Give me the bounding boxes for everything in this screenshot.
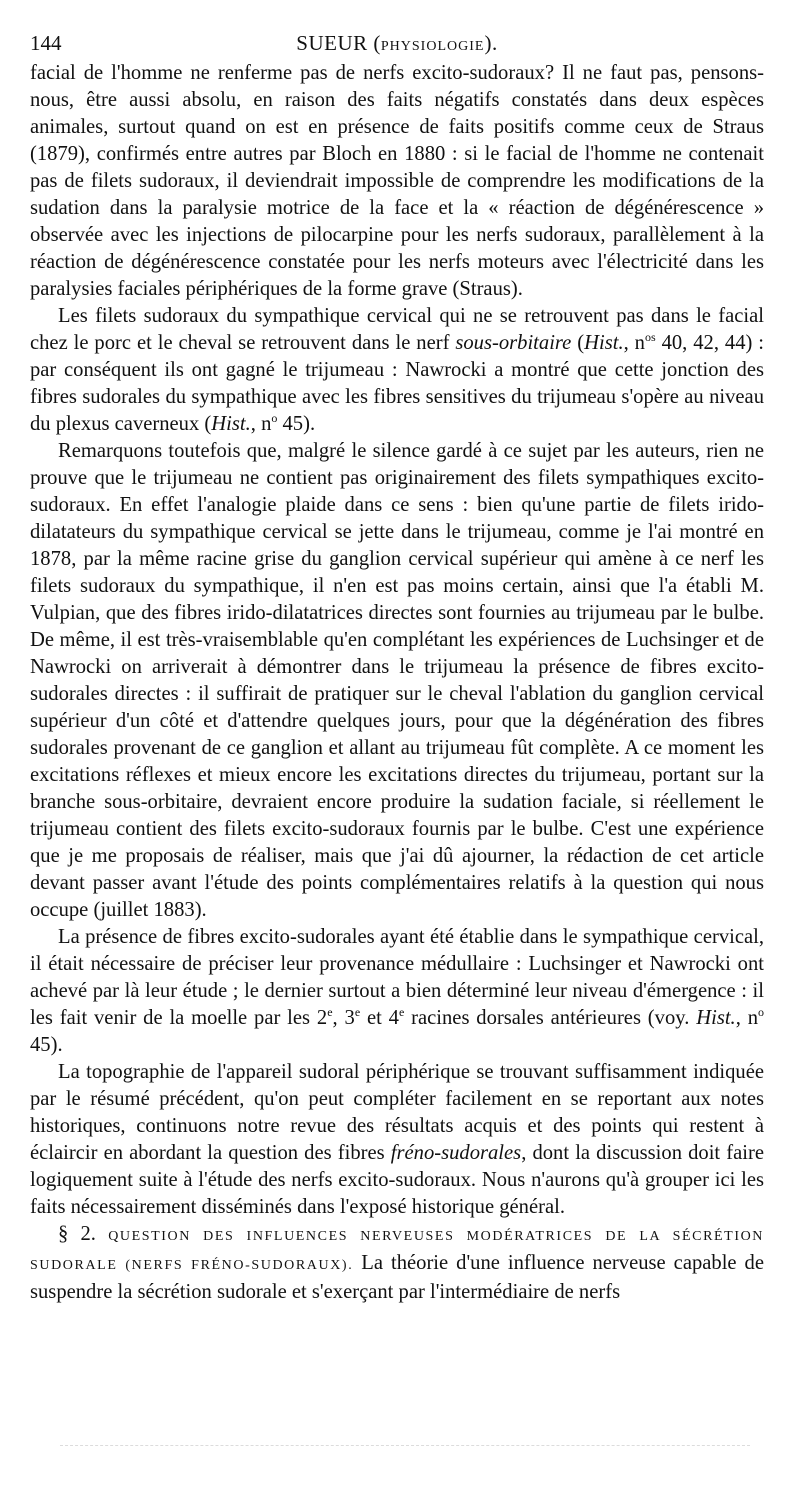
p4-sup-o: o [758, 1005, 764, 1020]
running-header [30, 28, 764, 58]
p2-sup-o: o [271, 411, 278, 426]
p2-text-b: ( [571, 332, 585, 354]
page-number: 144 [30, 31, 62, 55]
p2-italic-hist-2: Hist. [211, 413, 251, 435]
p4-text-c: et 4 [360, 1007, 399, 1029]
section-mark: § 2. [58, 1223, 96, 1245]
p4-sup-1: e [327, 1005, 333, 1020]
page [30, 28, 764, 1306]
p2-italic-hist-1: Hist. [584, 332, 624, 354]
p5-text-a: La topographie de l'appareil sudoral périphérique se trouvant suffisamment indiquée par le résumé précédent, qu'on peut compléter facilement en se reportant aux notes historiques, continuons notre revue des résultats acquis et des points qui restent à éclaircir en abordant la question des fibres [30, 1061, 764, 1164]
p5-text-b: , dont la discussion doit faire logiquement suite à l'étude des nerfs excito-sudoraux. Nous n'aurons qu'à grouper ici les faits nécessairement disséminés dans l'exposé historique général. [30, 1142, 764, 1218]
body-text [30, 60, 764, 1306]
p4-text-a: La présence de fibres excito-sudorales ayant été établie dans le sympathique cervical, il était nécessaire de préciser leur provenance médullaire : Luchsinger et Nawrocki ont achevé par là leur étude ; le dernier surtout a bien déterminé leur niveau d'émergence : il les fait venir de la moelle par les 2 [30, 926, 764, 1029]
p4-text-e: , n [735, 1007, 758, 1029]
bleed-through-line [60, 1445, 750, 1448]
section-heading: QUESTION DES INFLUENCES NERVEUSES MODÉRATRICES DE LA SÉCRÉTION SUDORALE (NERFS FRÉNO-SUDORAUX). [30, 1229, 765, 1273]
paragraph-5 [30, 1059, 764, 1221]
p2-text-a: Les filets sudoraux du sympathique cervical qui ne se retrouvent pas dans le facial chez le porc et le cheval se retrouvent dans le nerf [30, 305, 764, 354]
running-title-small-caps: PHYSIOLOGIE [380, 39, 485, 54]
p4-sup-3: e [398, 1005, 405, 1020]
p2-italic-sous-orbitaire: sous-orbitaire [455, 332, 572, 354]
p2-sup-os: os [644, 330, 656, 345]
p4-text-d: racines dorsales antérieures (voy. [404, 1007, 697, 1029]
p2-text-e: , n [250, 413, 272, 435]
running-title [30, 28, 764, 62]
running-title-end: ). [484, 31, 498, 55]
p5-italic-freno-sudorales: fréno-sudorales [390, 1142, 522, 1164]
paragraph-1: facial de l'homme ne renferme pas de nerfs excito-sudoraux? Il ne faut pas, pensons-nous, être aussi absolu, en raison des faits négatifs constatés dans deux espèces animales, surtout quand on est en présence de faits positifs comme ceux de Straus (1879), confirmés entre autres par Bloch en 1880 : si le facial de l'homme ne contenait pas de filets sudoraux, il deviendrait impossible de comprendre les modifications de la sudation dans la paralysie motrice de la face et la « réaction de dégénérescence » observée avec les injections de pilocarpine pour les nerfs sudoraux, parallèlement à la réaction de dégénérescence constatée pour les nerfs moteurs avec l'électricité dans les paralysies faciales périphériques de la forme grave (Straus). [30, 62, 764, 300]
p4-text-b: , 3 [332, 1007, 355, 1029]
paragraph-3: Remarquons toutefois que, malgré le silence gardé à ce sujet par les auteurs, rien ne prouve que le trijumeau ne contient pas originairement des filets sympathiques excito-sudoraux. En effet l'analogie plaide dans ce sens : bien qu'une partie de filets irido-dilatateurs du sympathique cervical se jette dans le trijumeau, comme je l'ai montré en 1878, par la même racine grise du ganglion cervical supérieur qui amène à ce nerf les filets sudoraux du sympathique, il n'en est pas moins certain, ainsi que l'a établi M. Vulpian, que des fibres irido-dilatatrices directes sont fournies au trijumeau par le bulbe. De même, il est très-vraisemblable qu'en complétant les expériences de Luchsinger et de Nawrocki on arriverait à démontrer dans le trijumeau la présence de fibres excito-sudorales directes : il suffirait de pratiquer sur le cheval l'ablation du ganglion cervical supérieur d'un côté et d'attendre quelques jours, pour que la dégénération des fibres sudorales provenant de ce ganglion et allant au trijumeau fût complète. A ce moment les excitations réflexes et mieux encore les excitations directes du trijumeau, portant sur la branche sous-orbitaire, devraient encore produire la sudation faciale, si réellement le trijumeau contient des filets excito-sudoraux fournis par le bulbe. C'est une expérience que je me proposais de réaliser, mais que j'ai dû ajourner, la rédaction de cet article devant passer avant l'étude des points complémentaires relatifs à la question qui nous occupe (juillet 1883). [30, 440, 764, 921]
p4-italic-hist: Hist. [696, 1007, 736, 1029]
running-title-main: SUEUR ( [296, 31, 381, 55]
p4-text-f: 45). [30, 1034, 63, 1056]
paragraph-2 [30, 303, 764, 438]
p2-text-d: 40, 42, 44) : par conséquent ils ont gagné le trijumeau : Nawrocki a montré que cette jonction des fibres sudorales du sympathique avec les fibres sensitives du trijumeau s'opère au niveau du plexus caverneux ( [30, 332, 764, 435]
section-2-paragraph [30, 1221, 764, 1306]
p2-text-c: , n [623, 332, 645, 354]
p2-text-f: 45). [277, 413, 316, 435]
p4-sup-2: e [354, 1005, 361, 1020]
section-text: La théorie d'une influence nerveuse capable de suspendre la sécrétion sudorale et s'exerçant par l'intermédiaire de nerfs [30, 1252, 764, 1303]
paragraph-4 [30, 924, 764, 1059]
